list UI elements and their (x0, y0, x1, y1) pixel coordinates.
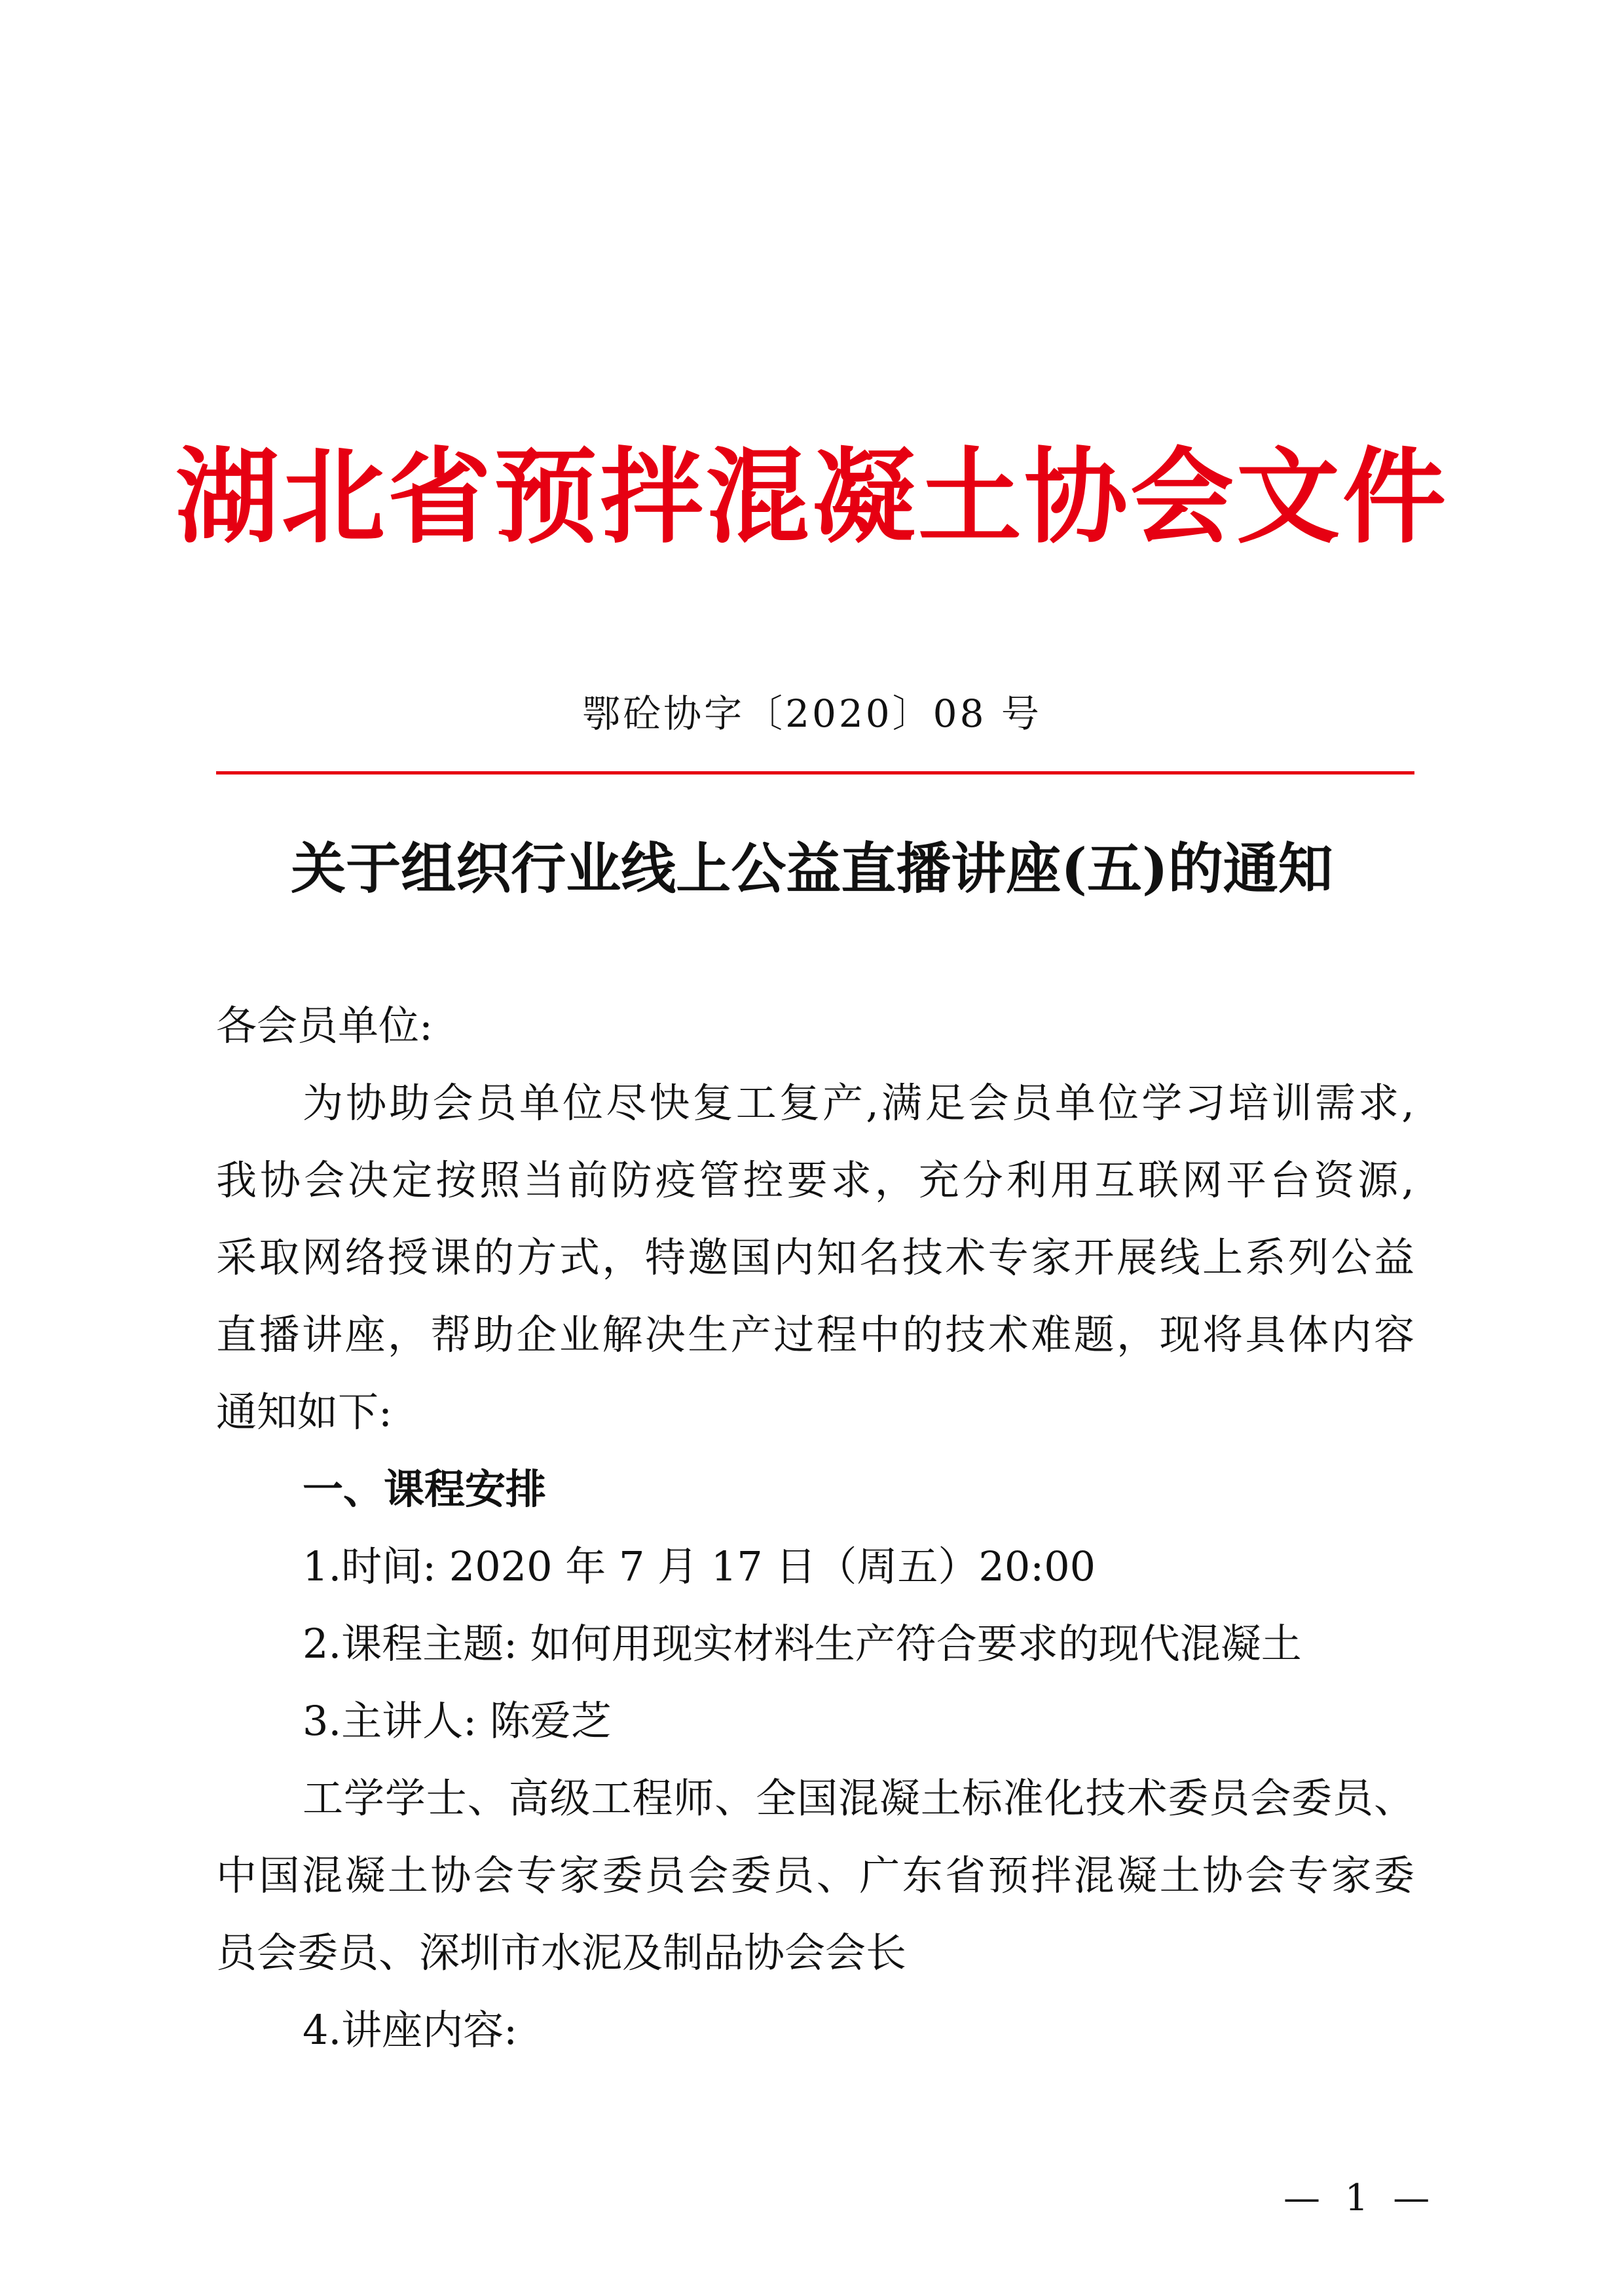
salutation: 各会员单位: (216, 1002, 433, 1049)
course-topic: 2.课程主题: 如何用现实材料生产符合要求的现代混凝土 (303, 1620, 1302, 1667)
speaker-bio-line: 员会委员、深圳市水泥及制品协会会长 (216, 1929, 907, 1977)
document-header-title: 湖北省预拌混凝土协会文件 (175, 437, 1449, 558)
intro-line: 直播讲座，帮助企业解决生产过程中的技术难题，现将具体内容 (216, 1311, 1414, 1358)
notice-title: 关于组织行业线上公益直播讲座(五)的通知 (291, 836, 1333, 901)
intro-line: 采取网络授课的方式，特邀国内知名技术专家开展线上系列公益 (216, 1233, 1414, 1281)
speaker-bio-line: 中国混凝土协会专家委员会委员、广东省预拌混凝土协会专家委 (216, 1851, 1414, 1899)
speaker: 3.主讲人: 陈爱芝 (303, 1697, 612, 1745)
document-number: 鄂砼协字〔2020〕08 号 (582, 691, 1042, 736)
section-heading: 一、课程安排 (303, 1465, 547, 1513)
intro-line: 通知如下: (216, 1388, 392, 1436)
header-divider (216, 771, 1414, 774)
lecture-content-label: 4.讲座内容: (303, 2006, 518, 2054)
speaker-bio-line: 工学学士、高级工程师、全国混凝土标准化技术委员会委员、 (303, 1774, 1414, 1822)
schedule-time: 1.时间: 2020 年 7 月 17 日（周五）20:00 (303, 1542, 1096, 1590)
intro-line: 我协会决定按照当前防疫管控要求，充分利用互联网平台资源, (216, 1156, 1414, 1204)
intro-line: 为协助会员单位尽快复工复产,满足会员单位学习培训需求, (303, 1079, 1414, 1127)
page-number: — 1 — (1283, 2177, 1437, 2219)
